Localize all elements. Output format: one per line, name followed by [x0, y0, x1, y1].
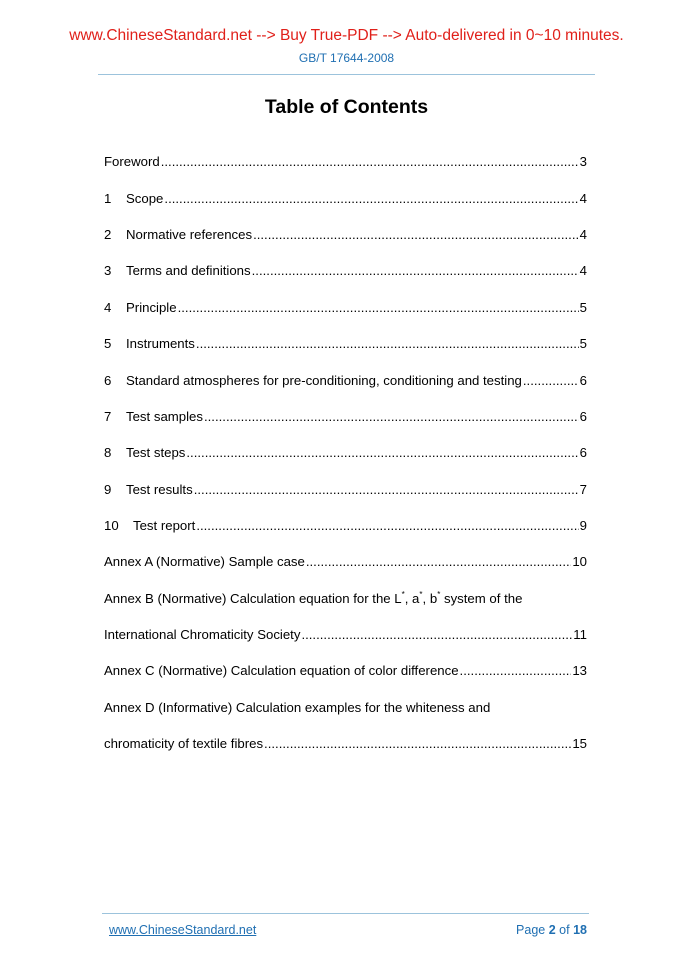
toc-leader-dots [194, 480, 579, 500]
toc-number: 10 [104, 518, 119, 533]
header-divider [98, 74, 595, 75]
toc-entry-4[interactable] [104, 298, 587, 318]
toc-number: 6 [104, 373, 112, 388]
toc-page-number: 6 [579, 409, 587, 424]
current-page-number: 2 [548, 923, 556, 937]
toc-label: Test report [133, 518, 196, 533]
toc-entry-annex-c[interactable] [104, 661, 587, 681]
toc-label: Foreword [104, 154, 160, 169]
toc-entry-5[interactable] [104, 334, 587, 354]
toc-label-separator: , a [404, 591, 420, 606]
toc-entry-annex-b-line2[interactable] [104, 625, 587, 645]
toc-number: 1 [104, 191, 112, 206]
toc-label: Instruments [126, 336, 195, 351]
toc-entry-annex-a[interactable] [104, 552, 587, 572]
toc-leader-dots [253, 225, 579, 245]
promo-banner-link[interactable]: www.ChineseStandard.net --> Buy True-PDF --> Auto-delivered in 0~10 minutes. [69, 27, 624, 44]
toc-label: Annex D (Informative) Calculation examples for the whiteness and [104, 700, 491, 715]
page-word: Page [516, 923, 546, 937]
toc-number: 7 [104, 409, 112, 424]
toc-leader-dots [161, 152, 579, 172]
toc-entry-6[interactable] [104, 371, 587, 391]
toc-leader-dots [252, 261, 579, 281]
toc-leader-dots [196, 334, 579, 354]
toc-entry-annex-d-line1[interactable] [104, 698, 587, 718]
toc-entry-7[interactable] [104, 407, 587, 427]
superscript-asterisk: * [401, 590, 405, 599]
toc-label: International Chromaticity Society [104, 627, 301, 642]
toc-leader-dots [306, 552, 571, 572]
superscript-asterisk: * [437, 590, 441, 599]
toc-entry-foreword[interactable] [104, 152, 587, 172]
toc-page-number: 4 [579, 227, 587, 242]
total-page-count: 18 [573, 923, 587, 937]
standard-code: GB/T 17644-2008 [298, 51, 395, 65]
page-of-word: of [559, 923, 570, 937]
toc-label: Annex A (Normative) Sample case [104, 554, 305, 569]
footer-divider [102, 913, 589, 914]
toc-page-number: 6 [579, 445, 587, 460]
toc-label: Scope [126, 191, 164, 206]
toc-entry-1[interactable] [104, 189, 587, 209]
toc-number: 5 [104, 336, 112, 351]
toc-page-number: 9 [579, 518, 587, 533]
toc-entry-8[interactable] [104, 443, 587, 463]
toc-page-number: 4 [579, 263, 587, 278]
toc-entry-9[interactable] [104, 480, 587, 500]
toc-page-number: 13 [572, 663, 587, 678]
toc-number: 3 [104, 263, 112, 278]
toc-label: Standard atmospheres for pre-conditioning, conditioning and testing [126, 373, 522, 388]
toc-entry-2[interactable] [104, 225, 587, 245]
toc-leader-dots [178, 298, 579, 318]
toc-leader-dots [204, 407, 579, 427]
toc-label: Annex B (Normative) Calculation equation for the L [104, 591, 402, 606]
toc-number: 4 [104, 300, 112, 315]
toc-label: Principle [126, 300, 177, 315]
toc-page-number: 15 [572, 736, 587, 751]
toc-entry-10[interactable] [104, 516, 587, 536]
toc-page-number: 11 [573, 627, 587, 642]
toc-label: Annex C (Normative) Calculation equation of color difference [104, 663, 459, 678]
toc-leader-dots [301, 625, 572, 645]
toc-page-number: 3 [579, 154, 587, 169]
toc-entry-annex-d-line2[interactable] [104, 734, 587, 754]
toc-leader-dots [196, 516, 578, 536]
toc-page-number: 5 [579, 300, 587, 315]
toc-leader-dots [164, 189, 578, 209]
page-title: Table of Contents [264, 96, 429, 118]
toc-page-number: 6 [579, 373, 587, 388]
toc-page-number: 5 [579, 336, 587, 351]
toc-label: Test results [126, 482, 193, 497]
toc-number: 9 [104, 482, 112, 497]
toc-label: chromaticity of textile fibres [104, 736, 264, 751]
toc-leader-dots [523, 371, 579, 391]
toc-entry-3[interactable] [104, 261, 587, 281]
toc-number: 8 [104, 445, 112, 460]
toc-page-number: 10 [572, 554, 587, 569]
page-indicator [516, 923, 587, 937]
footer-website-link[interactable]: www.ChineseStandard.net [109, 923, 257, 937]
toc-label: Test samples [126, 409, 203, 424]
toc-label: system of the [440, 591, 523, 606]
toc-label: Normative references [126, 227, 253, 242]
toc-label-separator: , b [422, 591, 438, 606]
toc-number: 2 [104, 227, 112, 242]
toc-label: Terms and definitions [126, 263, 251, 278]
toc-leader-dots [460, 661, 572, 681]
toc-leader-dots [186, 443, 578, 463]
toc-page-number: 7 [579, 482, 587, 497]
superscript-asterisk: * [419, 590, 423, 599]
toc-entry-annex-b-line1[interactable] [104, 589, 587, 609]
toc-label: Test steps [126, 445, 186, 460]
toc-leader-dots [264, 734, 571, 754]
toc-page-number: 4 [579, 191, 587, 206]
